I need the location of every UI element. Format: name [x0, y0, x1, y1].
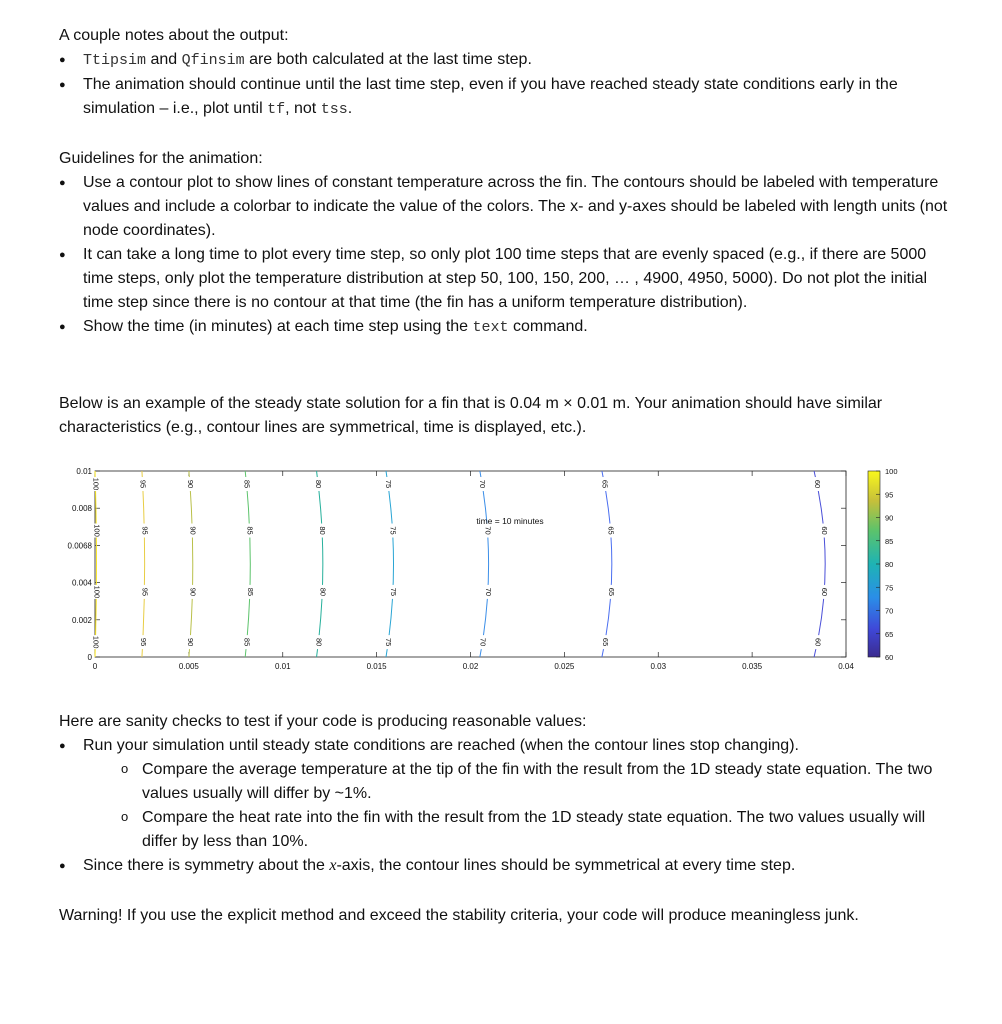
- notes-b1-text-1: and: [146, 51, 182, 68]
- colorbar-label: 70: [885, 606, 894, 616]
- x-tick-label: 0.04: [838, 662, 854, 671]
- contour-label-95: 95: [140, 526, 150, 535]
- notes-heading: A couple notes about the output:: [59, 27, 289, 44]
- guidelines-bullet-2: ● It can take a long time to plot every time step, so only plot 100 time steps that are evenly spaced (e.g., if there are 5000 time steps, only plot the temperature distribution at step 50, 100, 150, 200, … , 4900, 4950, 5000). Do not plot the initial time step since there is no contour at that time (the fin has a uniform temperature distribution).: [59, 243, 949, 315]
- y-tick-label: 0.0068: [67, 541, 92, 551]
- contour-label-80: 80: [318, 587, 328, 597]
- contour-label-90: 90: [188, 587, 198, 597]
- guidelines-list: [59, 171, 949, 340]
- notes-b2-text-1: The animation should continue until the last time step, even if you have reached steady state conditions early in the simulation – i.e., plot until: [83, 76, 898, 117]
- notes-b2-text-2: , not: [285, 100, 321, 117]
- y-tick-label: 0: [87, 653, 92, 662]
- sanity-bullet-1: ● Run your simulation until steady state conditions are reached (when the contour lines stop changing).: [59, 734, 949, 758]
- sanity-bullet-2: [59, 854, 949, 878]
- colorbar-label: 80: [885, 560, 894, 569]
- sanity-b2-text-2: -axis, the contour lines should be symmetrical at every time step.: [336, 857, 796, 874]
- guidelines-b3-text-2: command.: [508, 318, 588, 335]
- x-tick-label: 0.035: [742, 662, 763, 671]
- contour-label-80: 80: [314, 637, 324, 647]
- colorbar-label: 95: [885, 490, 894, 500]
- sanity-heading: Here are sanity checks to test if your code is producing reasonable values:: [59, 713, 587, 730]
- contour-label-75: 75: [383, 479, 393, 489]
- sanity-section: [59, 710, 949, 878]
- contour-label-85: 85: [245, 587, 255, 597]
- notes-list: [59, 48, 959, 122]
- contour-label-85: 85: [245, 526, 255, 535]
- contour-label-65: 65: [606, 587, 616, 597]
- example-paragraph: Below is an example of the steady state solution for a fin that is 0.04 m × 0.01 m. Your animation should have similar characteristics (e.g., contour lines are symmetrical, time is displayed, etc.).: [59, 395, 883, 436]
- x-tick-label: 0.025: [554, 662, 575, 671]
- guidelines-bullet-1: ● Use a contour plot to show lines of constant temperature across the fin. The contours should be labeled with temperature values and include a colorbar to indicate the value of the colors. The x- and y-axes should be labeled with length units (not node coordinates).: [59, 171, 949, 243]
- contour-label-60: 60: [812, 479, 822, 489]
- plot-area: [95, 471, 846, 657]
- contour-label-60: 60: [813, 637, 823, 647]
- colorbar-label: 85: [885, 536, 894, 546]
- contour-label-100: 100: [91, 635, 101, 649]
- guidelines-b3-text-1: Show the time (in minutes) at each time step using the: [83, 318, 473, 335]
- colorbar-label: 100: [885, 467, 898, 476]
- contour-label-60: 60: [819, 526, 829, 535]
- x-tick-label: 0.03: [650, 662, 667, 671]
- guidelines-section: [59, 147, 949, 340]
- sanity-list: [59, 734, 949, 878]
- warning-paragraph: Warning! If you use the explicit method and exceed the stability criteria, your code will produce meaningless junk.: [59, 907, 859, 924]
- sanity-sub-bullet-2: o Compare the heat rate into the fin with the result from the 1D steady state equation. The two values usually will differ by less than 10%.: [59, 806, 949, 854]
- guidelines-bullet-3: [59, 315, 949, 340]
- colorbar-label: 60: [885, 653, 894, 662]
- notes-section: [59, 24, 959, 122]
- guidelines-heading: Guidelines for the animation:: [59, 150, 263, 167]
- notes-bullet-1: [59, 48, 959, 73]
- time-annotation: time = 10 minutes: [476, 516, 544, 526]
- code-ttipsim: Ttipsim: [83, 52, 147, 69]
- y-tick-label: 0.01: [76, 467, 92, 476]
- contour-label-95: 95: [138, 479, 148, 489]
- code-qfinsim: Qfinsim: [181, 52, 245, 69]
- y-tick-label: 0.004: [71, 578, 92, 588]
- code-tss: tss: [320, 101, 348, 118]
- contour-label-65: 65: [600, 637, 610, 647]
- contour-label-100: 100: [92, 585, 102, 599]
- notes-b1-text-2: are both calculated at the last time step.: [244, 51, 532, 68]
- contour-label-65: 65: [600, 479, 610, 489]
- x-tick-label: 0.02: [462, 662, 479, 671]
- contour-label-70: 70: [478, 479, 488, 489]
- contour-label-80: 80: [314, 479, 324, 489]
- colorbar-label: 90: [885, 513, 894, 523]
- x-tick-label: 0.005: [178, 662, 199, 671]
- code-tf: tf: [267, 101, 286, 118]
- contour-label-70: 70: [483, 587, 493, 597]
- contour-label-70: 70: [478, 637, 488, 647]
- contour-label-75: 75: [388, 526, 398, 535]
- contour-label-100: 100: [92, 524, 102, 537]
- contour-label-95: 95: [138, 637, 148, 647]
- contour-label-80: 80: [318, 526, 328, 535]
- contour-label-65: 65: [606, 526, 616, 535]
- contour-label-85: 85: [242, 479, 252, 489]
- notes-bullet-2: [59, 73, 923, 122]
- sanity-sub-bullet-1: o Compare the average temperature at the tip of the fin with the result from the 1D steady state equation. The two values usually will differ by ~1%.: [59, 758, 949, 806]
- x-axis-italic: x: [329, 857, 337, 874]
- y-tick-label: 0.002: [71, 615, 92, 625]
- sanity-b2-text-1: Since there is symmetry about the: [83, 857, 330, 874]
- x-tick-label: 0: [92, 662, 98, 671]
- colorbar-label: 65: [885, 629, 894, 639]
- y-tick-label: 0.008: [71, 504, 92, 514]
- notes-b2-text-3: .: [347, 100, 353, 117]
- x-tick-labels: [93, 662, 855, 671]
- x-tick-label: 0.015: [366, 662, 387, 671]
- contour-label-95: 95: [140, 587, 150, 597]
- contour-figure: [58, 462, 898, 682]
- contour-label-85: 85: [242, 637, 252, 647]
- contour-label-90: 90: [188, 526, 198, 535]
- contour-label-75: 75: [388, 587, 398, 597]
- y-tick-labels: [68, 467, 93, 662]
- contour-label-60: 60: [820, 587, 830, 597]
- contour-label-100: 100: [91, 477, 101, 491]
- contour-label-75: 75: [384, 637, 394, 647]
- colorbar-label: 75: [885, 583, 894, 593]
- contour-label-90: 90: [186, 637, 196, 647]
- contour-label-70: 70: [483, 526, 493, 535]
- code-text: text: [472, 319, 509, 336]
- contour-label-90: 90: [185, 479, 195, 489]
- x-tick-label: 0.01: [274, 662, 291, 671]
